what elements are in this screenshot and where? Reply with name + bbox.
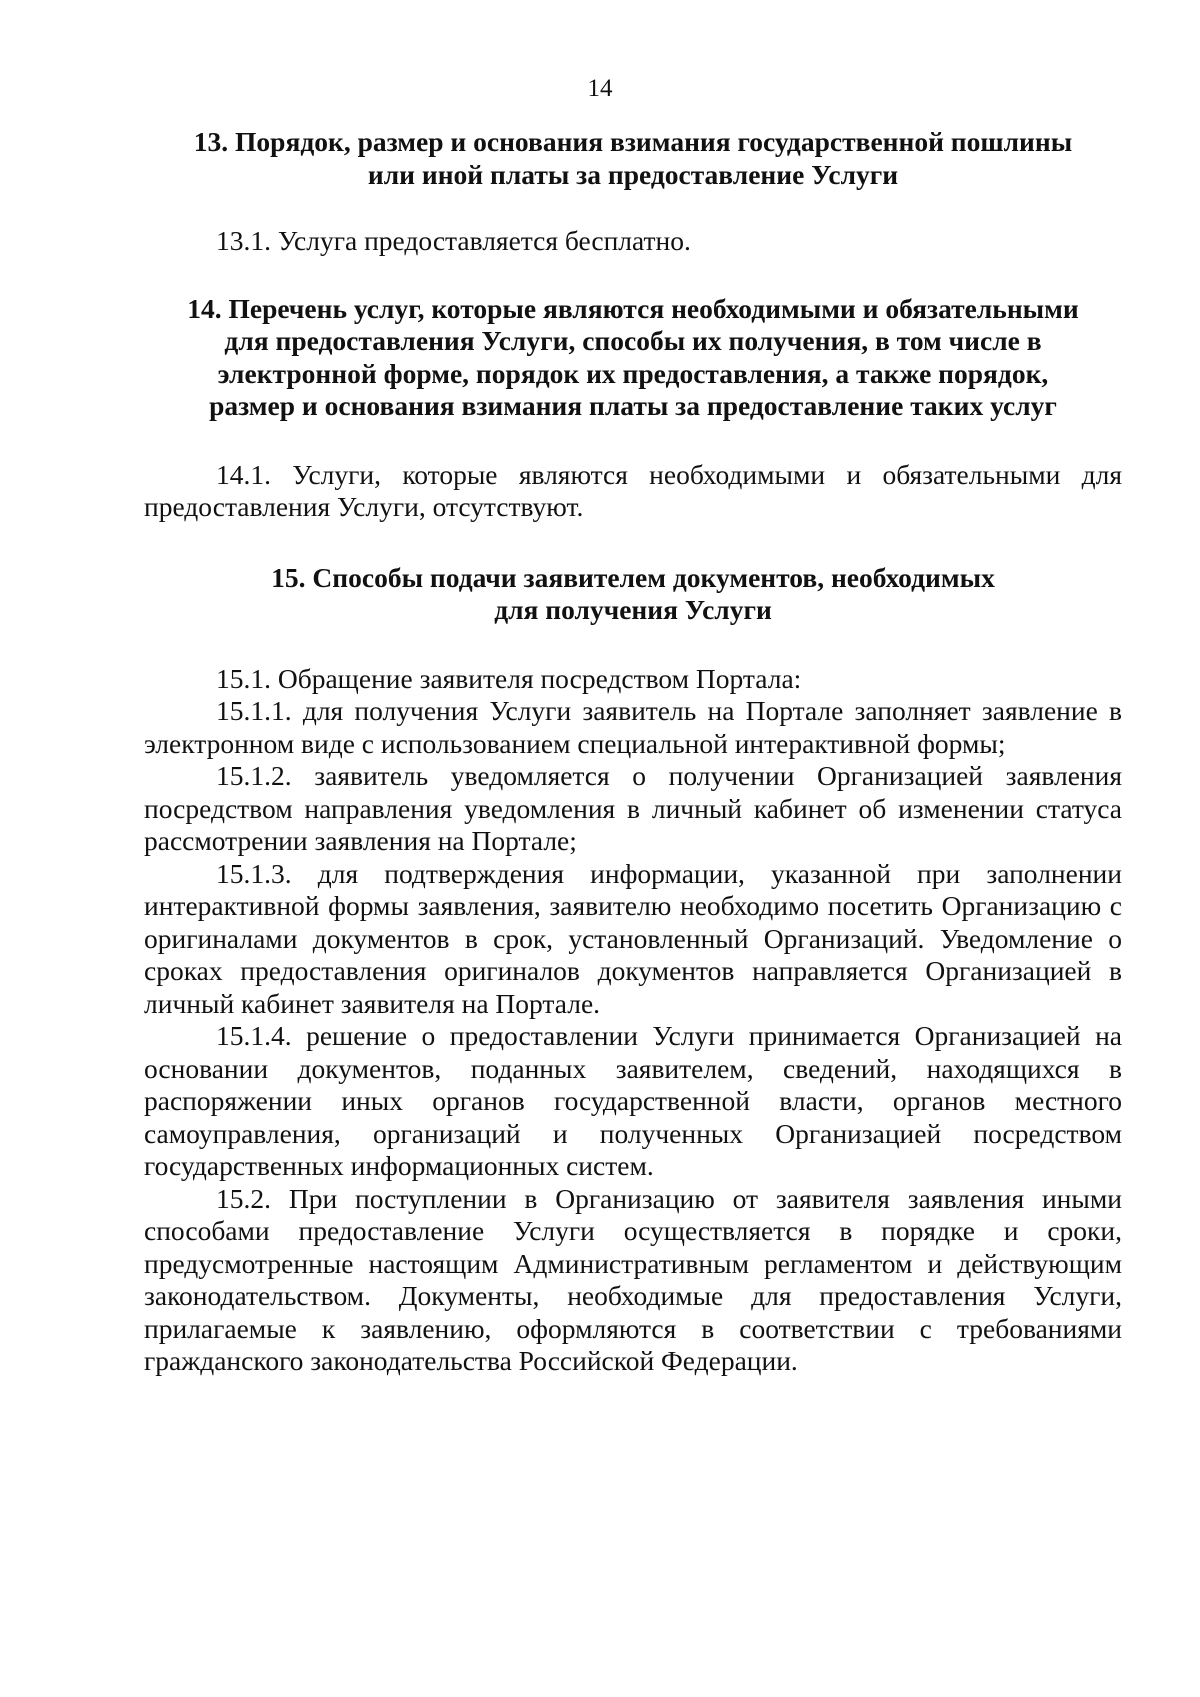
heading-line: 14. Перечень услуг, которые являются необходимыми и обязательными [187,292,1079,324]
paragraph-15-1: 15.1. Обращение заявителя посредством Портала: [216,662,802,694]
heading-line: 15. Способы подачи заявителем документов, необходимых [271,561,995,593]
section-13-heading [144,126,1122,191]
heading-line: или иной платы за предоставление Услуги [367,158,899,190]
heading-line: электронной форме, порядок их предоставления, а также порядок, [217,357,1049,389]
section-15-heading [144,562,1122,627]
paragraph-15-1-2: 15.1.2. заявитель уведомляется о получении Организацией заявления посредством направления уведомления в личный кабинет об изменении статуса рассмотрении заявления на Портале; [144,760,1122,856]
paragraph-15-1-4: 15.1.4. решение о предоставлении Услуги принимается Организацией на основании документов, поданных заявителем, сведений, находящихся в распоряжении иных органов государственной власти, органов местного самоуправления, организаций и полученных Организацией посредством государственных информационных систем. [144,1020,1122,1181]
heading-line: для предоставления Услуги, способы их получения, в том числе в [224,325,1042,356]
heading-line: 13. Порядок, размер и основания взимания государственной пошлины [193,126,1073,157]
document-body [144,126,1122,1378]
paragraph-14-1: 14.1. Услуги, которые являются необходимыми и обязательными для предоставления Услуги, отсутствуют. [144,458,1122,522]
section-14-heading [144,293,1122,423]
paragraph-13-1: 13.1. Услуга предоставляется бесплатно. [216,225,691,256]
heading-line: размер и основания взимания платы за предоставление таких услуг [209,390,1057,421]
page-number: 14 [587,75,613,102]
paragraph-15-2: 15.2. При поступлении в Организацию от заявителя заявления иными способами предоставление Услуги осуществляется в порядке и сроки, предусмотренные настоящим Административным регламентом и действующим законодательством. Документы, необходимые для предоставления Услуги, прилагаемые к заявлению, оформляются в соответствии с требованиями гражданского законодательства Российской Федерации. [144,1182,1122,1376]
paragraph-15-1-3: 15.1.3. для подтверждения информации, указанной при заполнении интерактивной формы заявления, заявителю необходимо посетить Организацию с оригиналами документов в срок, установленный Организаций. Уведомление о сроках предоставления оригиналов документов направляется Организацией в личный кабинет заявителя на Портале. [144,857,1122,1019]
heading-line: для получения Услуги [494,594,772,625]
paragraph-15-1-1: 15.1.1. для получения Услуги заявитель на Портале заполняет заявление в электронном виде с использованием специальной интерактивной формы; [144,695,1122,759]
